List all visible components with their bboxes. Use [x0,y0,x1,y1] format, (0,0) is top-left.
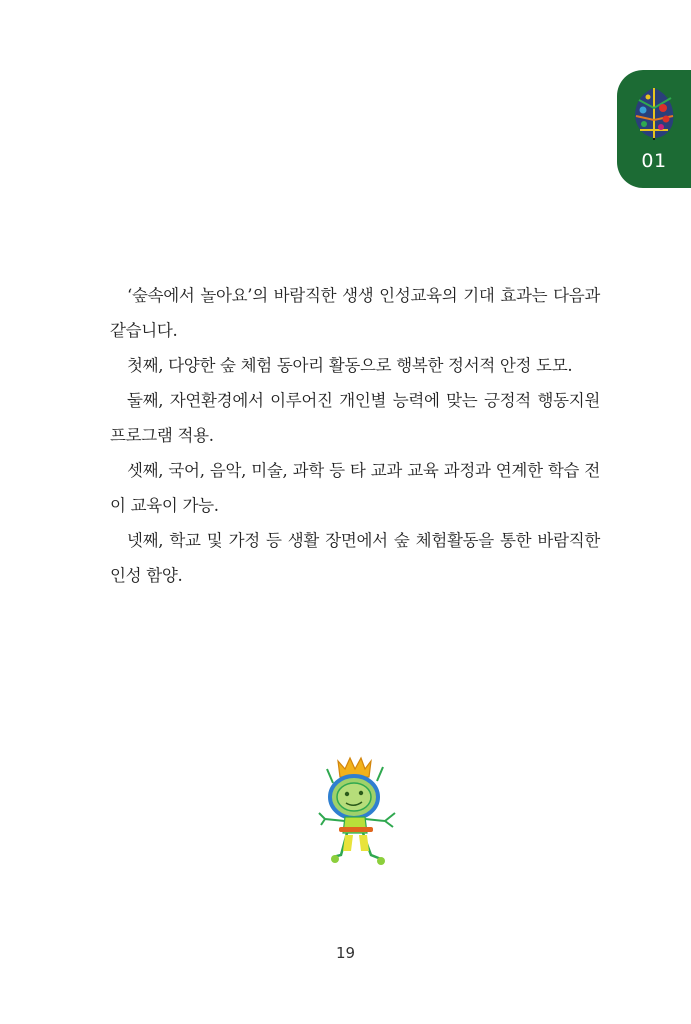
page-number: 19 [335,944,356,962]
leaf-mosaic-icon [631,86,677,140]
body-text [110,278,600,593]
chapter-tab [617,70,691,188]
paragraph-intro: ‘숲속에서 놀아요’의 바람직한 생생 인성교육의 기대 효과는 다음과 같습니다. [110,286,600,340]
chapter-number: 01 [641,150,667,172]
paragraph-third: 셋째, 국어, 음악, 미술, 과학 등 타 교과 교육 과정과 연계한 학습 전이 교육이 가능. [110,461,600,515]
child-drawing-king-figure [305,755,405,873]
paragraph-first: 첫째, 다양한 숲 체험 동아리 활동으로 행복한 정서적 안정 도모. [127,356,573,375]
paragraph-second: 둘째, 자연환경에서 이루어진 개인별 능력에 맞는 긍정적 행동지원 프로그램 적용. [110,391,600,445]
paragraph-fourth: 넷째, 학교 및 가정 등 생활 장면에서 숲 체험활동을 통한 바람직한 인성 함양. [110,531,600,585]
